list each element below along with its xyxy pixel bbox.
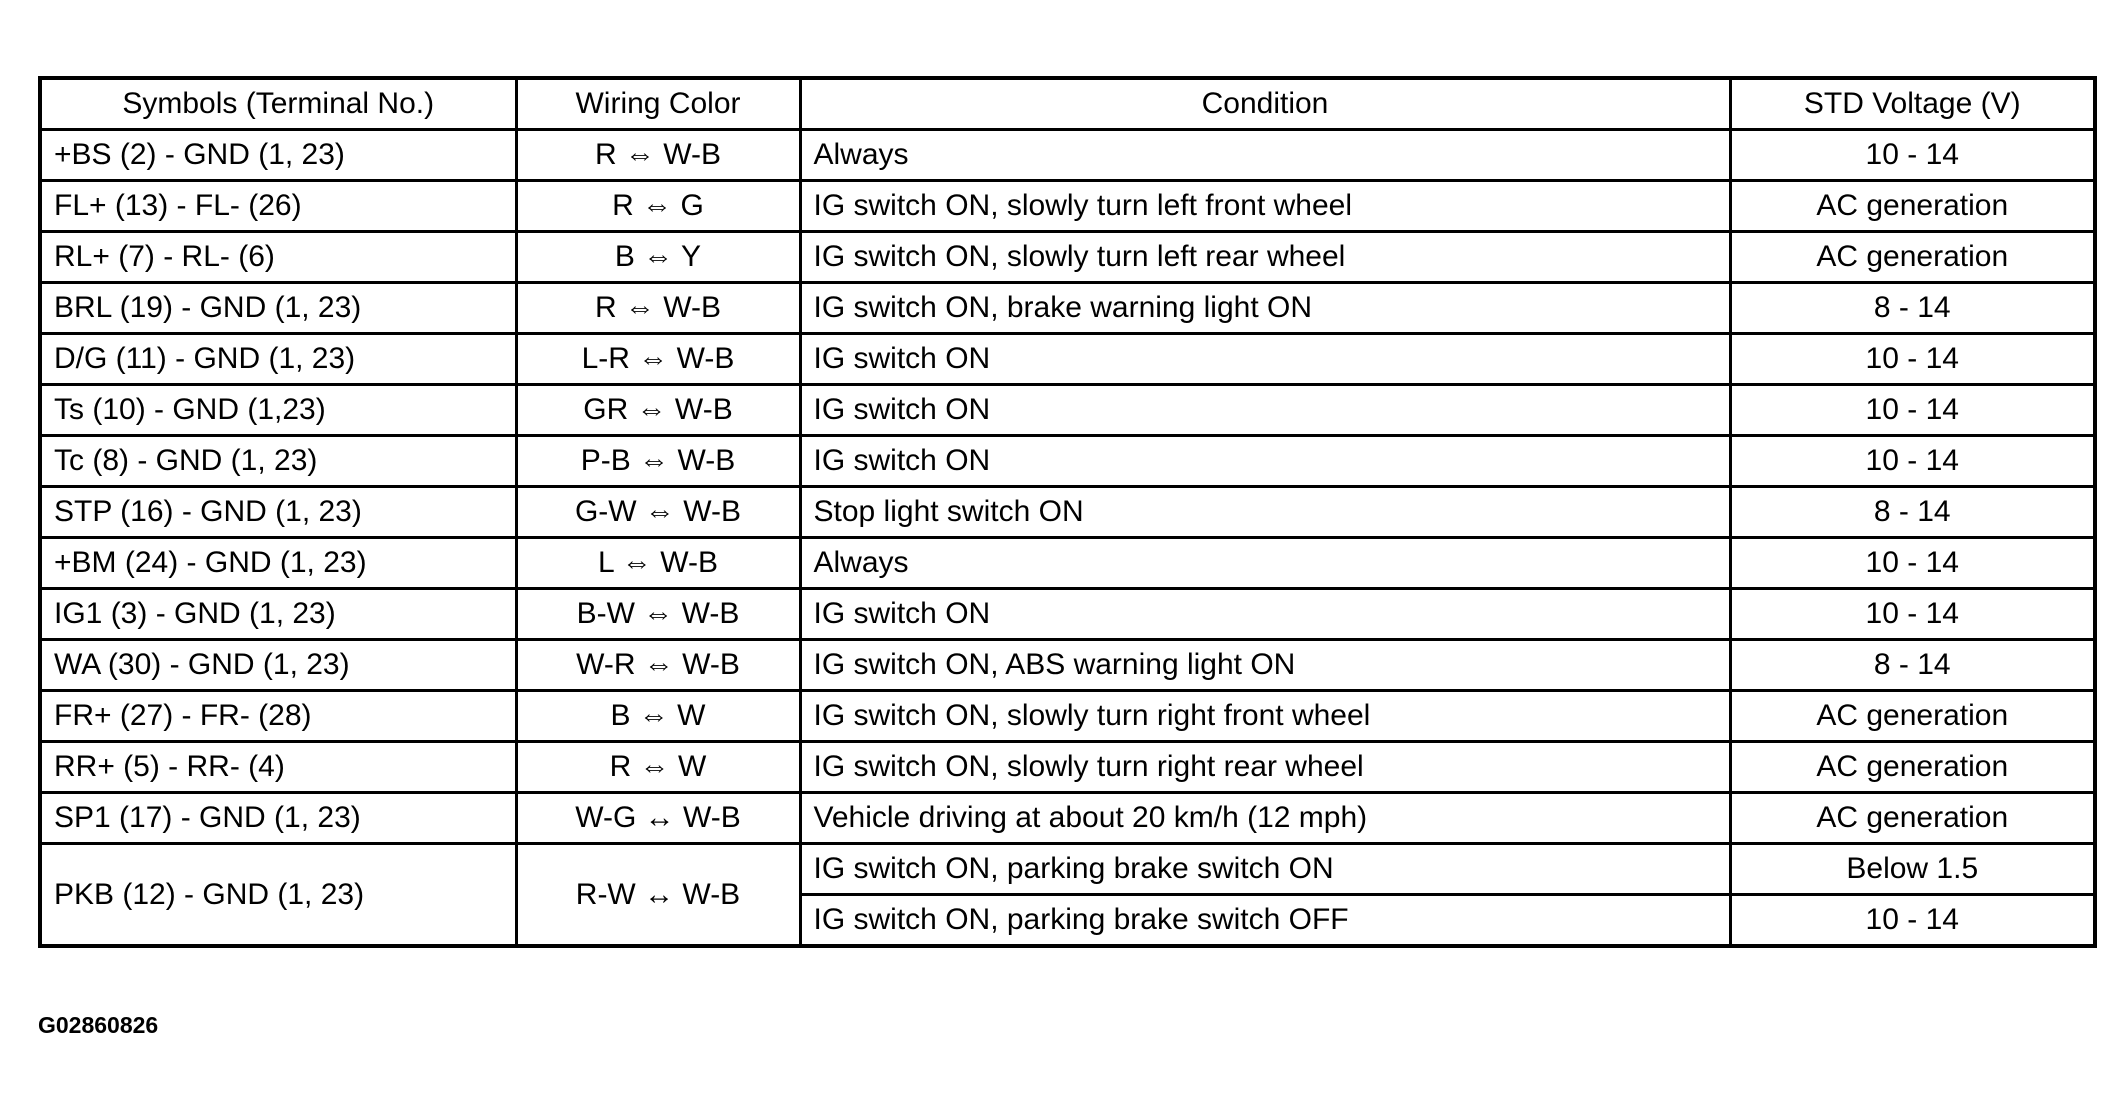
figure-code: G02860826 bbox=[38, 1012, 159, 1038]
symbol-cell: PKB (12) - GND (1, 23) bbox=[40, 844, 516, 947]
voltage-cell: 10 - 14 bbox=[1730, 130, 2095, 181]
wiring-color-cell: G-W ⇔ W-B bbox=[516, 487, 800, 538]
table-row bbox=[40, 793, 2095, 844]
condition-cell: IG switch ON, slowly turn left front wheel bbox=[800, 181, 1730, 232]
voltage-cell: AC generation bbox=[1730, 691, 2095, 742]
table-row bbox=[40, 283, 2095, 334]
table-row bbox=[40, 334, 2095, 385]
wiring-color-cell: B-W ⇔ W-B bbox=[516, 589, 800, 640]
wiring-color-cell: R ⇔ W-B bbox=[516, 130, 800, 181]
wiring-color-cell: R ⇔ G bbox=[516, 181, 800, 232]
symbol-cell: SP1 (17) - GND (1, 23) bbox=[40, 793, 516, 844]
symbol-cell: IG1 (3) - GND (1, 23) bbox=[40, 589, 516, 640]
header-condition: Condition bbox=[800, 78, 1730, 130]
wiring-color-cell: B ⇔ W bbox=[516, 691, 800, 742]
condition-cell: IG switch ON bbox=[800, 385, 1730, 436]
voltage-cell: 8 - 14 bbox=[1730, 487, 2095, 538]
condition-cell: IG switch ON, parking brake switch OFF bbox=[800, 895, 1730, 947]
condition-cell: Always bbox=[800, 538, 1730, 589]
voltage-cell: Below 1.5 bbox=[1730, 844, 2095, 895]
table-row bbox=[40, 130, 2095, 181]
condition-cell: Always bbox=[800, 130, 1730, 181]
condition-cell: IG switch ON, ABS warning light ON bbox=[800, 640, 1730, 691]
wiring-color-cell: W-G ↔ W-B bbox=[516, 793, 800, 844]
condition-cell: Vehicle driving at about 20 km/h (12 mph) bbox=[800, 793, 1730, 844]
header-wiring-color: Wiring Color bbox=[516, 78, 800, 130]
voltage-cell: 8 - 14 bbox=[1730, 640, 2095, 691]
voltage-cell: AC generation bbox=[1730, 742, 2095, 793]
symbol-cell: D/G (11) - GND (1, 23) bbox=[40, 334, 516, 385]
voltage-cell: 10 - 14 bbox=[1730, 538, 2095, 589]
table-row bbox=[40, 181, 2095, 232]
condition-cell: IG switch ON, slowly turn right rear wheel bbox=[800, 742, 1730, 793]
voltage-cell: AC generation bbox=[1730, 793, 2095, 844]
wiring-color-cell: L ⇔ W-B bbox=[516, 538, 800, 589]
voltage-cell: AC generation bbox=[1730, 232, 2095, 283]
table-row bbox=[40, 844, 2095, 895]
table-row bbox=[40, 691, 2095, 742]
symbol-cell: +BS (2) - GND (1, 23) bbox=[40, 130, 516, 181]
wiring-color-cell: R-W ↔ W-B bbox=[516, 844, 800, 947]
voltage-cell: 10 - 14 bbox=[1730, 589, 2095, 640]
voltage-cell: 10 - 14 bbox=[1730, 334, 2095, 385]
table-row bbox=[40, 589, 2095, 640]
condition-cell: IG switch ON, brake warning light ON bbox=[800, 283, 1730, 334]
symbol-cell: FR+ (27) - FR- (28) bbox=[40, 691, 516, 742]
table-row bbox=[40, 487, 2095, 538]
symbol-cell: WA (30) - GND (1, 23) bbox=[40, 640, 516, 691]
table-row bbox=[40, 232, 2095, 283]
wiring-color-cell: W-R ⇔ W-B bbox=[516, 640, 800, 691]
table-row bbox=[40, 742, 2095, 793]
condition-cell: IG switch ON bbox=[800, 334, 1730, 385]
table-row bbox=[40, 538, 2095, 589]
terminal-voltage-table bbox=[38, 76, 2097, 948]
header-symbols: Symbols (Terminal No.) bbox=[40, 78, 516, 130]
wiring-color-cell: B ⇔ Y bbox=[516, 232, 800, 283]
table-row bbox=[40, 640, 2095, 691]
symbol-cell: RL+ (7) - RL- (6) bbox=[40, 232, 516, 283]
symbol-cell: RR+ (5) - RR- (4) bbox=[40, 742, 516, 793]
table-row bbox=[40, 436, 2095, 487]
wiring-color-cell: L-R ⇔ W-B bbox=[516, 334, 800, 385]
voltage-cell: 10 - 14 bbox=[1730, 385, 2095, 436]
header-std-voltage: STD Voltage (V) bbox=[1730, 78, 2095, 130]
symbol-cell: FL+ (13) - FL- (26) bbox=[40, 181, 516, 232]
condition-cell: IG switch ON, slowly turn left rear wheel bbox=[800, 232, 1730, 283]
wiring-color-cell: R ⇔ W bbox=[516, 742, 800, 793]
voltage-cell: AC generation bbox=[1730, 181, 2095, 232]
condition-cell: IG switch ON, slowly turn right front wheel bbox=[800, 691, 1730, 742]
symbol-cell: BRL (19) - GND (1, 23) bbox=[40, 283, 516, 334]
table-header-row bbox=[40, 78, 2095, 130]
symbol-cell: +BM (24) - GND (1, 23) bbox=[40, 538, 516, 589]
condition-cell: IG switch ON bbox=[800, 436, 1730, 487]
wiring-color-cell: R ⇔ W-B bbox=[516, 283, 800, 334]
voltage-cell: 10 - 14 bbox=[1730, 895, 2095, 947]
table-row bbox=[40, 385, 2095, 436]
symbol-cell: STP (16) - GND (1, 23) bbox=[40, 487, 516, 538]
symbol-cell: Tc (8) - GND (1, 23) bbox=[40, 436, 516, 487]
condition-cell: Stop light switch ON bbox=[800, 487, 1730, 538]
voltage-cell: 10 - 14 bbox=[1730, 436, 2095, 487]
wiring-color-cell: GR ⇔ W-B bbox=[516, 385, 800, 436]
symbol-cell: Ts (10) - GND (1,23) bbox=[40, 385, 516, 436]
condition-cell: IG switch ON, parking brake switch ON bbox=[800, 844, 1730, 895]
condition-cell: IG switch ON bbox=[800, 589, 1730, 640]
wiring-color-cell: P-B ⇔ W-B bbox=[516, 436, 800, 487]
voltage-cell: 8 - 14 bbox=[1730, 283, 2095, 334]
